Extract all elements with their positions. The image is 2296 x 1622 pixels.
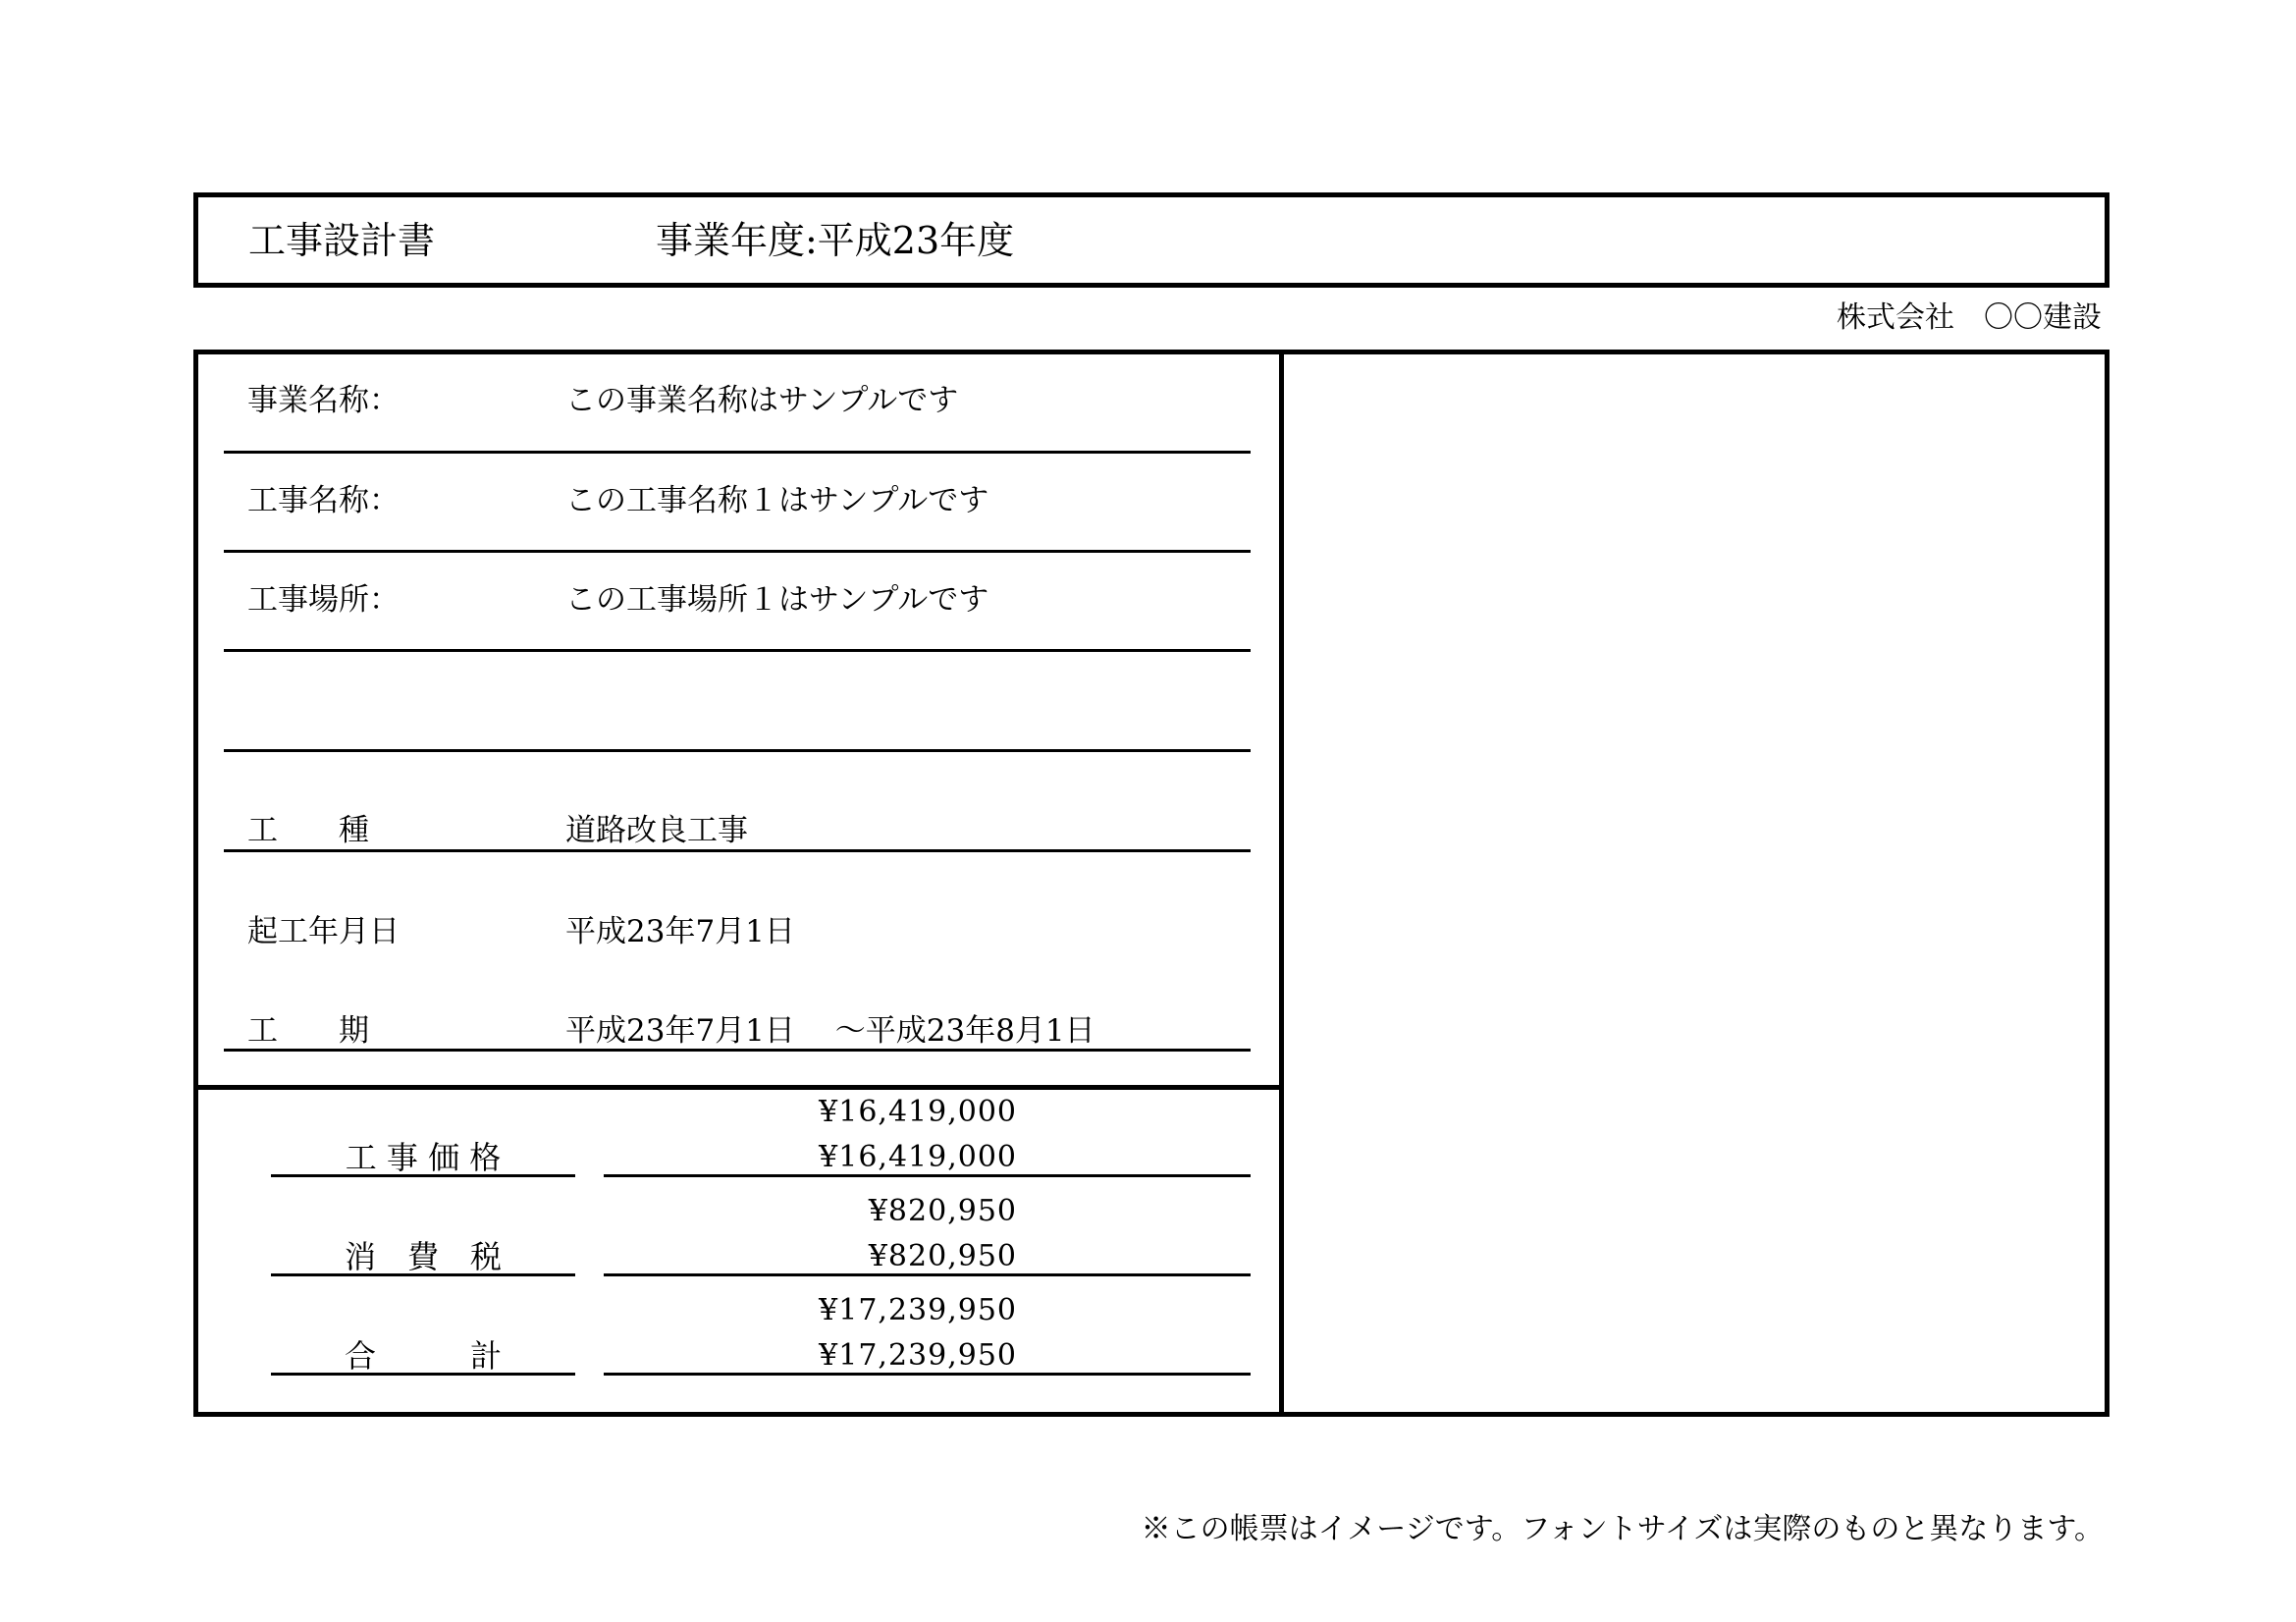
period-label: 工 期 xyxy=(247,1013,369,1049)
tax-amount-1: ¥820,950 xyxy=(868,1194,1017,1228)
work-type-value: 道路改良工事 xyxy=(565,813,748,848)
work-place-label: 工事場所： xyxy=(247,582,400,618)
company-name: 株式会社 〇〇建設 xyxy=(1837,300,2102,335)
amount-label-line xyxy=(271,1273,575,1276)
work-place-value: この工事場所１はサンプルです xyxy=(565,582,989,618)
row-line xyxy=(224,749,1251,752)
total-label: 合 計 xyxy=(344,1337,502,1375)
price-label: 工 事 価 格 xyxy=(345,1139,502,1176)
project-name-value: この事業名称はサンプルです xyxy=(565,383,959,418)
amount-value-line xyxy=(604,1373,1251,1376)
row-line xyxy=(224,1049,1251,1052)
work-name-value: この工事名称１はサンプルです xyxy=(565,483,989,518)
amount-section-divider xyxy=(193,1085,1284,1090)
row-line xyxy=(224,849,1251,852)
total-amount-1: ¥17,239,950 xyxy=(819,1293,1017,1327)
amount-label-line xyxy=(271,1373,575,1376)
tax-amount-2: ¥820,950 xyxy=(868,1239,1017,1273)
amount-label-line xyxy=(271,1174,575,1177)
total-amount-2: ¥17,239,950 xyxy=(819,1338,1017,1373)
footer-note: ※この帳票はイメージです。フォントサイズは実際のものと異なります。 xyxy=(1141,1512,2104,1546)
tax-label: 消 費 税 xyxy=(344,1238,502,1275)
amount-value-line xyxy=(604,1273,1251,1276)
price-amount-1: ¥16,419,000 xyxy=(819,1095,1017,1129)
row-line xyxy=(224,550,1251,553)
fiscal-year: 事業年度:平成23年度 xyxy=(656,219,1015,262)
start-date-label: 起工年月日 xyxy=(247,914,400,949)
main-right-box xyxy=(1279,350,2109,1417)
price-amount-2: ¥16,419,000 xyxy=(819,1140,1017,1174)
work-name-label: 工事名称： xyxy=(247,483,400,518)
header-box xyxy=(193,192,2109,288)
row-line xyxy=(224,451,1251,454)
work-type-label: 工 種 xyxy=(247,813,369,848)
period-value: 平成23年7月1日 ～平成23年8月1日 xyxy=(565,1013,1095,1049)
project-name-label: 事業名称： xyxy=(247,383,400,418)
document-title: 工事設計書 xyxy=(248,219,436,262)
row-line xyxy=(224,649,1251,652)
amount-value-line xyxy=(604,1174,1251,1177)
start-date-value: 平成23年7月1日 xyxy=(565,914,795,949)
